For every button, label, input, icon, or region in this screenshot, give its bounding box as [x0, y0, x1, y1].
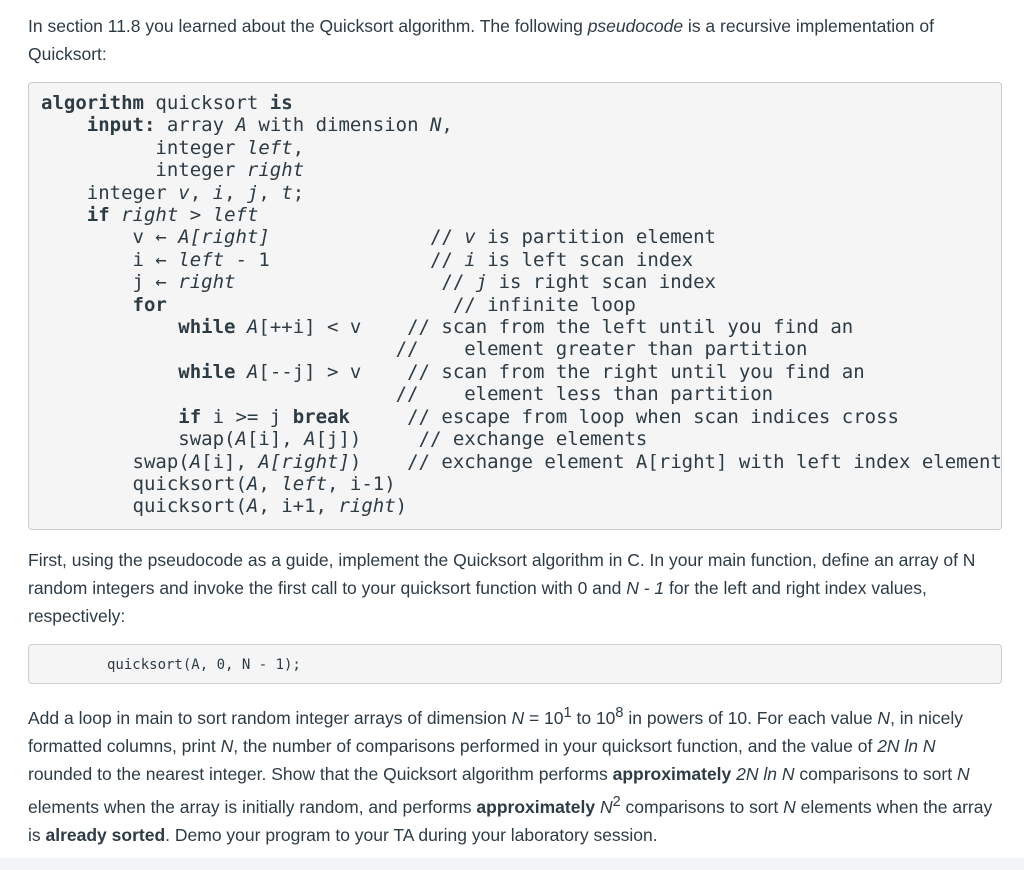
- intro-paragraph: In section 11.8 you learned about the Quicksort algorithm. The following pseudocode is a recursive implementation of Quicksort:: [28, 16, 935, 64]
- bottom-strip: [0, 858, 1024, 870]
- loop-instructions-paragraph: Add a loop in main to sort random integer arrays of dimension $N = 10^1$ to $10^8$ in powers of 10. For each value N, in nicely formatted columns, print N, the number of comparisons performed in your quicksort function, and the value of 2N ln N rounded to the nearest integer. Show that the Quicksort algorithm performs approximately 2N ln N comparisons to sort N elements when the array is initially random, and performs approximately $N^2$ comparisons to sort N elements when the array is already sorted. Demo your program to your TA during your laboratory session.: [28, 705, 993, 845]
- pseudocode-text: algorithm quicksort is input: array A with dimension N, integer left, integer right integer v, i, j, t; if right > left v ← A[right] // v is partition element i ← left - 1 // i is left scan index j ← right // j is right scan index for // infinite loop while A[++i] < v // scan from the left until you find an // element greater than partition while A[--j] > v // scan from the right until you find an // element less than partition if i >= j break // escape from loop when scan indices cross swap(A[i], A[j]) // exchange elements swap(A[i], A[right]) // exchange element A[right] with left index element quicksort(A, left, i-1) quicksort(A, i+1, right): [41, 92, 1002, 518]
- call-code-text: quicksort(A, 0, N - 1);: [107, 657, 301, 673]
- implementation-paragraph: First, using the pseudocode as a guide, implement the Quicksort algorithm in C. In your main function, define an array of N random integers and invoke the first call to your quicksort function with 0 and N - 1 for the left and right index values, respectively:: [28, 550, 976, 626]
- pseudocode-block: [28, 82, 1002, 530]
- call-code-block: [28, 644, 1002, 684]
